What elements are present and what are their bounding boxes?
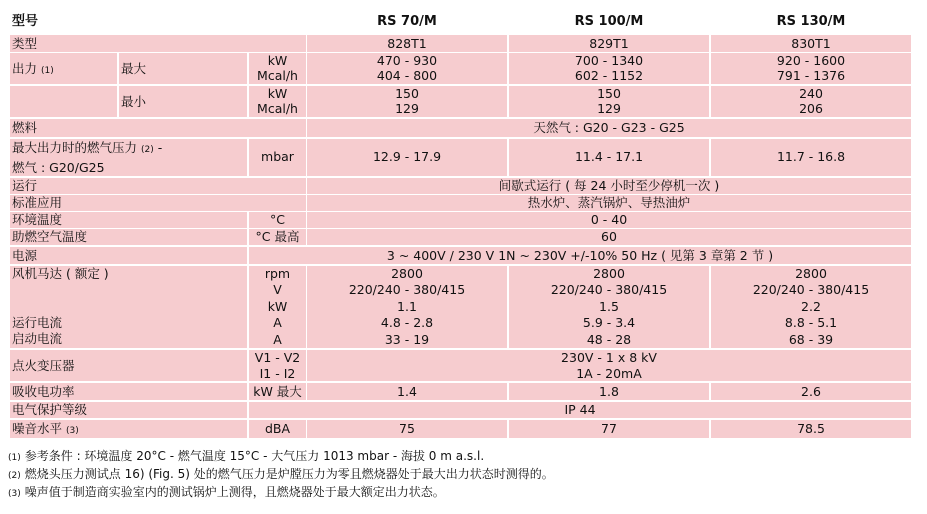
output-max-mcal-rs100: 602 - 1152: [574, 68, 644, 83]
footnote-3: [8, 484, 445, 503]
power-supply-label: 电源: [10, 247, 247, 264]
noise-rs70: 75: [307, 420, 507, 438]
air-temp-value: 60: [307, 229, 911, 245]
fuel-value: 天然气 : G20 - G23 - G25: [307, 119, 911, 137]
gas-pressure-label-line1: 最大出力时的燃气压力: [12, 140, 138, 155]
fuel-label: 燃料: [10, 119, 306, 137]
output-min-label: 最小: [119, 86, 247, 117]
power-absorbed-rs70: 1.4: [307, 383, 507, 400]
noise-note: (3): [66, 426, 79, 436]
fan-motor-rs130: [711, 266, 911, 348]
unit-kw: kW: [267, 53, 288, 68]
output-min-mcal-rs100: 129: [597, 101, 621, 116]
unit-a-run: A: [273, 315, 282, 331]
output-max-kw-rs70: 470 - 930: [376, 53, 438, 68]
footnote-2-mark: (2): [8, 471, 21, 481]
power-absorbed-unit: kW 最大: [249, 383, 306, 400]
output-max-kw-rs130: 920 - 1600: [776, 53, 846, 68]
noise-rs100: 77: [509, 420, 709, 438]
fan-voltage-rs100: 220/240 - 380/415: [550, 282, 668, 298]
start-current-rs130: 68 - 39: [788, 331, 834, 347]
model-rs100: RS 100/M: [509, 13, 709, 33]
unit-mcalh: Mcal/h: [257, 101, 298, 116]
gas-pressure-label-line2: 燃气 : G20/G25: [12, 160, 105, 175]
output-min-kw-rs130: 240: [799, 86, 823, 101]
output-min-rs100: [509, 86, 709, 117]
application-label: 标准应用: [10, 195, 306, 211]
footnote-2: [8, 466, 554, 485]
power-absorbed-rs100: 1.8: [509, 383, 709, 400]
protection-label: 电气保护等级: [10, 402, 247, 418]
operation-label: 运行: [10, 178, 306, 194]
application-value: 热水炉、蒸汽锅炉、导热油炉: [307, 195, 911, 211]
output-min-kw-rs70: 150: [395, 86, 419, 101]
power-absorbed-label: 吸收电功率: [10, 383, 247, 400]
gas-pressure-rs100: 11.4 - 17.1: [509, 139, 709, 176]
footnote-2-text: 燃烧头压力测试点 16) (Fig. 5) 处的燃气压力是炉膛压力为零且燃烧器处于最大出力状态时测得的。: [24, 467, 554, 481]
fan-motor-units: [249, 266, 306, 348]
gas-pressure-unit: mbar: [249, 139, 306, 176]
ambient-temp-unit: °C: [249, 212, 306, 228]
type-label: 类型: [10, 35, 306, 52]
gas-pressure-note: (2): [141, 145, 154, 155]
ambient-temp-value: 0 - 40: [307, 212, 911, 228]
unit-mcalh: Mcal/h: [257, 68, 298, 83]
footnote-1-mark: (1): [8, 453, 21, 463]
output-max-label: 最大: [119, 53, 247, 84]
type-value-rs100: 829T1: [509, 35, 709, 52]
run-current-rs130: 8.8 - 5.1: [784, 315, 838, 331]
unit-rpm: rpm: [264, 266, 291, 281]
output-max-rs130: [711, 53, 911, 84]
fan-kw-rs130: 2.2: [801, 298, 821, 314]
gas-pressure-label: [10, 139, 247, 176]
gas-pressure-rs130: 11.7 - 16.8: [711, 139, 911, 176]
noise-label: 噪音水平: [12, 421, 63, 436]
output-min-rs70: [307, 86, 507, 117]
noise-rs130: 78.5: [711, 420, 911, 438]
fan-rpm-rs70: 2800: [391, 266, 423, 281]
start-current-rs70: 33 - 19: [384, 331, 430, 347]
output-max-mcal-rs70: 404 - 800: [376, 68, 438, 83]
output-max-units: [249, 53, 306, 84]
type-value-rs130: 830T1: [711, 35, 911, 52]
ignition-current: 1A - 20mA: [576, 365, 642, 381]
fan-rpm-rs130: 2800: [795, 266, 827, 281]
output-label: [10, 53, 117, 84]
footnote-3-mark: (3): [8, 489, 21, 499]
model-label: 型号: [10, 13, 306, 33]
footnote-1-text: 参考条件 : 环境温度 20°C - 燃气温度 15°C - 大气压力 1013 mbar - 海拔 0 m a.s.l.: [24, 449, 485, 463]
unit-kw: kW: [267, 298, 288, 314]
output-min-blank: [10, 86, 117, 117]
output-min-rs130: [711, 86, 911, 117]
unit-kw: kW: [267, 86, 288, 101]
type-value-rs70: 828T1: [307, 35, 507, 52]
run-current-rs100: 5.9 - 3.4: [582, 315, 636, 331]
output-max-rs100: [509, 53, 709, 84]
protection-value: IP 44: [249, 402, 911, 418]
run-current-rs70: 4.8 - 2.8: [380, 315, 434, 331]
output-min-units: [249, 86, 306, 117]
output-note: (1): [41, 66, 54, 76]
output-min-mcal-rs130: 206: [799, 101, 823, 116]
ignition-units: [249, 350, 306, 381]
unit-v: V: [273, 282, 282, 298]
output-max-rs70: [307, 53, 507, 84]
fan-voltage-rs130: 220/240 - 380/415: [752, 282, 870, 298]
ignition-voltage: 230V - 1 x 8 kV: [561, 350, 657, 365]
start-current-rs100: 48 - 28: [586, 331, 632, 347]
operation-value: 间歇式运行 ( 每 24 小时至少停机一次 ): [307, 178, 911, 194]
output-max-kw-rs100: 700 - 1340: [574, 53, 644, 68]
fan-kw-rs70: 1.1: [397, 298, 417, 314]
air-temp-label: 助燃空气温度: [10, 229, 247, 245]
ignition-values: [307, 350, 911, 381]
ambient-temp-label: 环境温度: [10, 212, 247, 228]
start-current-label: 启动电流: [12, 331, 63, 346]
fan-motor-rs70: [307, 266, 507, 348]
gas-pressure-dash: -: [153, 140, 163, 155]
power-absorbed-rs130: 2.6: [711, 383, 911, 400]
noise-label-cell: [10, 420, 247, 438]
fan-motor-label: 风机马达 ( 额定 ): [12, 266, 109, 281]
gas-pressure-rs70: 12.9 - 17.9: [307, 139, 507, 176]
power-supply-value: 3 ~ 400V / 230 V 1N ~ 230V +/-10% 50 Hz ( 见第 3 章第 2 节 ): [249, 247, 911, 264]
fan-motor-rs100: [509, 266, 709, 348]
fan-rpm-rs100: 2800: [593, 266, 625, 281]
unit-i1-i2: I1 - I2: [259, 365, 296, 381]
model-rs70: RS 70/M: [307, 13, 507, 33]
unit-v1-v2: V1 - V2: [254, 350, 301, 365]
run-current-label: 运行电流: [12, 315, 63, 330]
output-max-mcal-rs130: 791 - 1376: [776, 68, 846, 83]
output-label-text: 出力: [12, 61, 38, 76]
output-min-kw-rs100: 150: [597, 86, 621, 101]
footnote-3-text: 噪声值于制造商实验室内的测试锅炉上测得，且燃烧器处于最大额定出力状态。: [24, 485, 445, 499]
noise-unit: dBA: [249, 420, 306, 438]
fan-motor-label-cell: [10, 266, 247, 348]
footnote-1: [8, 448, 484, 467]
output-min-mcal-rs70: 129: [395, 101, 419, 116]
fan-voltage-rs70: 220/240 - 380/415: [348, 282, 466, 298]
unit-a-start: A: [273, 331, 282, 347]
ignition-label: 点火变压器: [10, 350, 247, 381]
model-rs130: RS 130/M: [711, 13, 911, 33]
fan-kw-rs100: 1.5: [599, 298, 619, 314]
air-temp-unit: °C 最高: [249, 229, 306, 245]
